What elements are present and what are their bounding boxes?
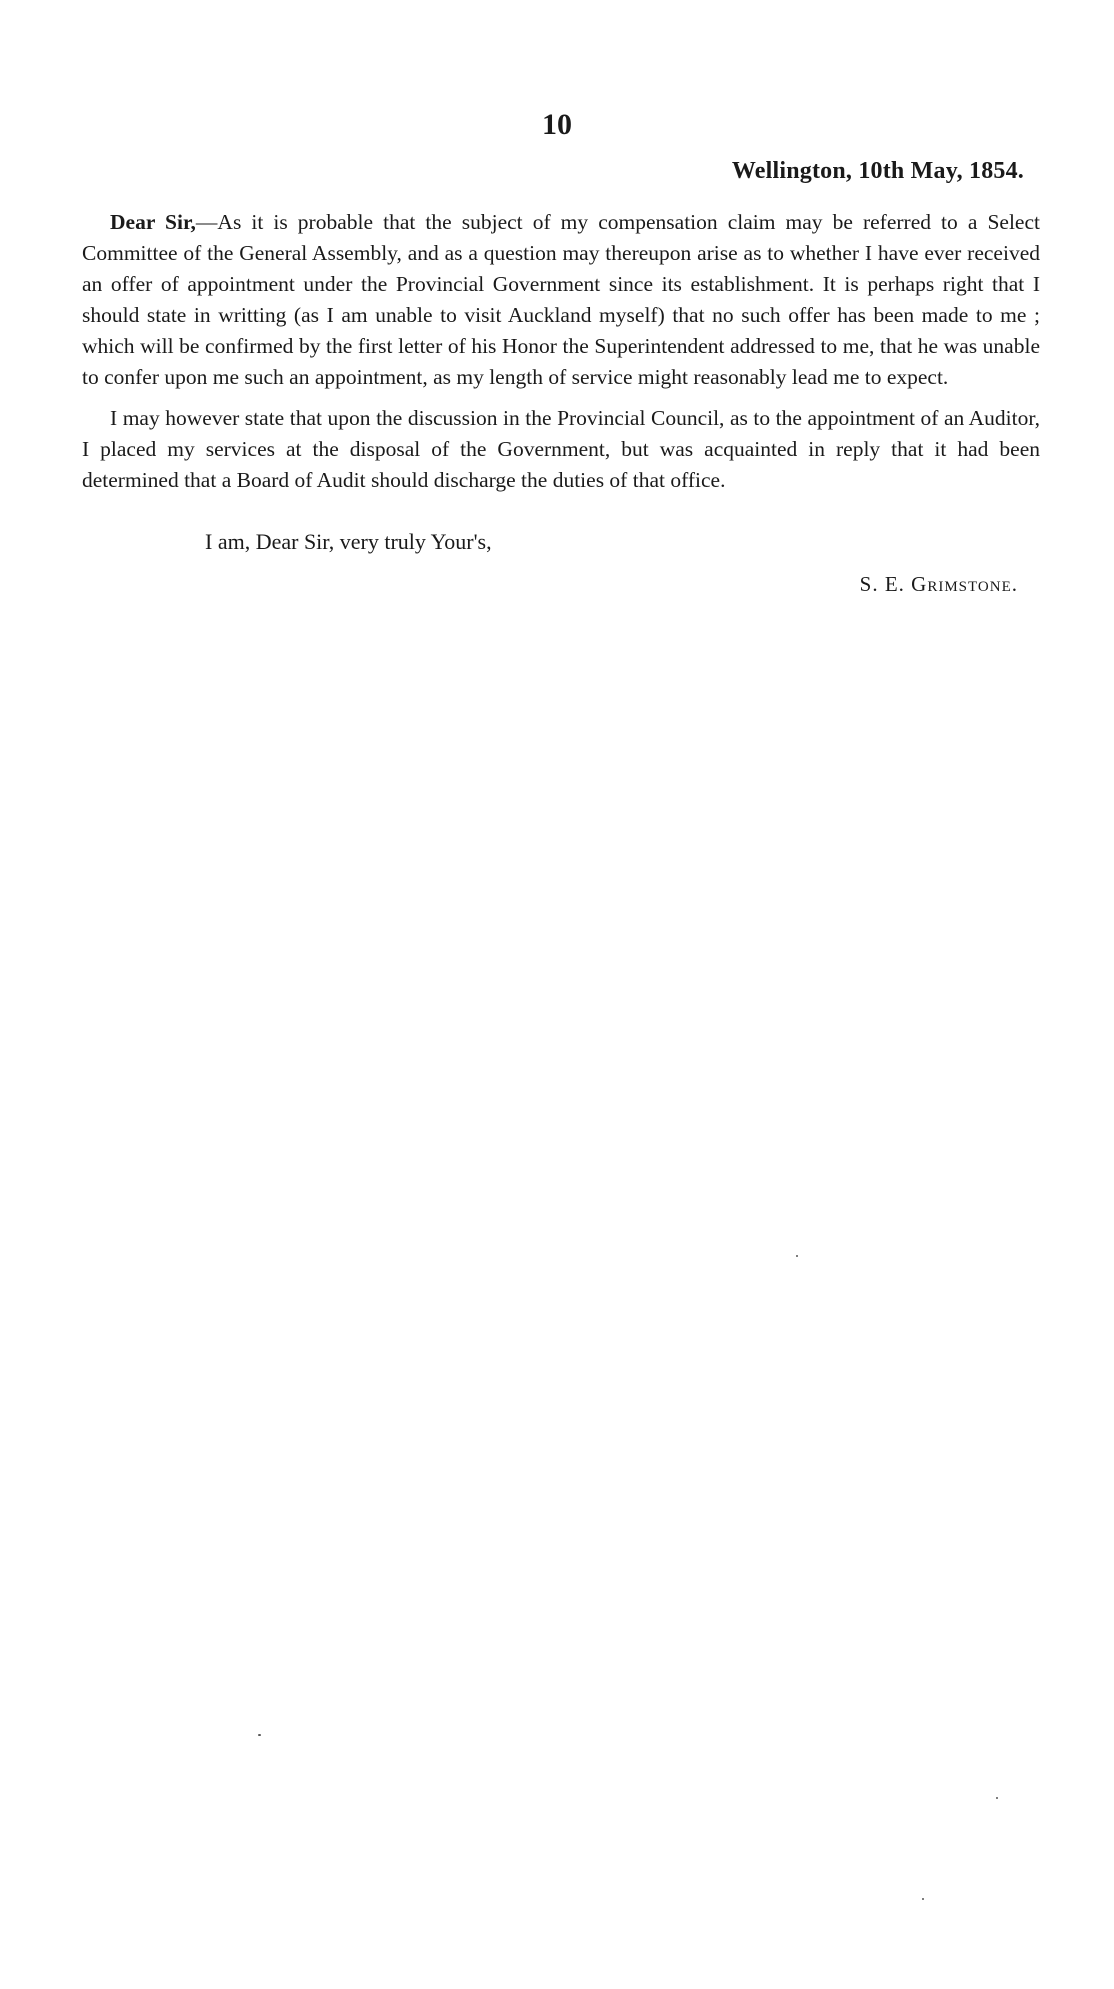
salutation: Dear Sir, — [110, 210, 196, 234]
letter-paragraph-2: I may however state that upon the discussion in the Provincial Council, as to the appointment of an Auditor, I placed my services at the disposal of the Government, but was acquainted in reply that it had been determined that a Board of Audit should discharge the duties of that office. — [82, 406, 1040, 492]
scan-speck — [258, 1734, 261, 1736]
dateline: Wellington, 10th May, 1854. — [731, 158, 1024, 184]
paragraph-1-body: —As it is probable that the subject of my compensation claim may be referred to a Select Committee of the General Assembly, and as a question may thereupon arise as to whether I have ever received an offer of appointment under the Provincial Government since its establishment. It is perhaps right that I should state in writting (as I am unable to visit Auckland myself) that no such offer has been made to me ; which will be confirmed by the first letter of his Honor the Superintendent addressed to me, that he was unable to confer upon me such an appointment, as my length of service might reasonably lead me to expect. — [82, 210, 1040, 389]
signature: S. E. Grimstone. — [859, 572, 1018, 596]
scan-speck — [922, 1898, 924, 1900]
scan-speck — [796, 1255, 798, 1257]
scan-speck — [996, 1797, 998, 1799]
letter-paragraph-1 — [82, 207, 1040, 393]
closing-line: I am, Dear Sir, very truly Your's, — [205, 529, 492, 554]
page-number: 10 — [542, 108, 572, 141]
